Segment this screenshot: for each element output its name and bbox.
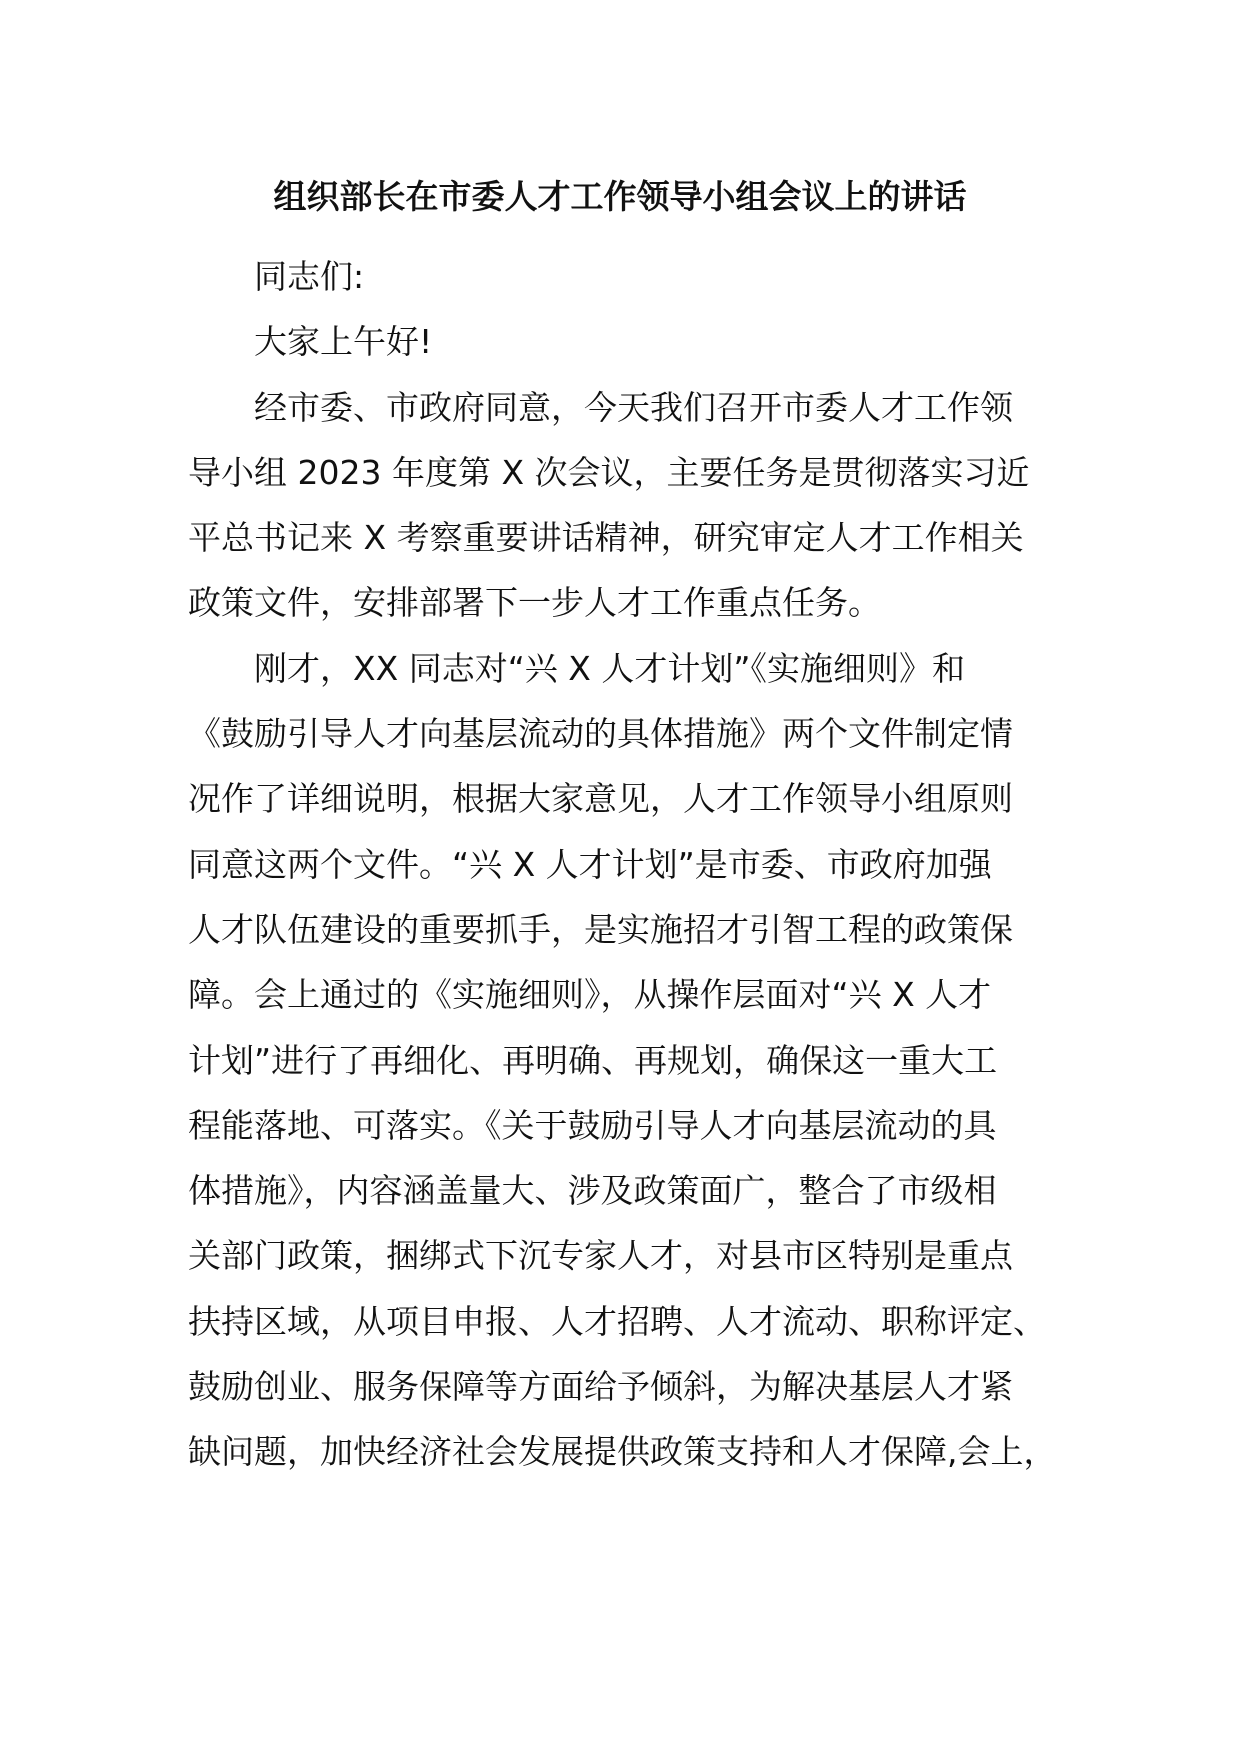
paragraph-line: 经市委、市政府同意，今天我们召开市委人才工作领	[254, 387, 1013, 427]
paragraph-1	[188, 375, 1068, 636]
paragraph-line: 程能落地、可落实。《关于鼓励引导人才向基层流动的具	[188, 1105, 997, 1145]
paragraph-line: 同意这两个文件。“兴 X 人才计划”是市委、市政府加强	[188, 844, 992, 884]
paragraph-line: 鼓励创业、服务保障等方面给予倾斜，为解决基层人才紧	[188, 1367, 1013, 1407]
document-title: 组织部长在市委人才工作领导小组会议上的讲话	[273, 177, 967, 216]
paragraph-line: 况作了详细说明，根据大家意见，人才工作领导小组原则	[188, 779, 1013, 819]
document-body	[188, 244, 1068, 1485]
paragraph-line: 《鼓励引导人才向基层流动的具体措施》两个文件制定情	[188, 714, 1013, 754]
paragraph-line: 政策文件，安排部署下一步人才工作重点任务。	[188, 583, 881, 623]
paragraph-line: 障。会上通过的《实施细则》，从操作层面对“兴 X 人才	[188, 975, 992, 1015]
paragraph-line: 缺问题，加快经济社会发展提供政策支持和人才保障,会上，	[188, 1432, 1057, 1472]
salutation: 同志们:	[254, 257, 365, 296]
paragraph-line: 体措施》，内容涵盖量大、涉及政策面广，整合了市级相	[188, 1171, 997, 1211]
paragraph-line: 扶持区域，从项目申报、人才招聘、人才流动、职称评定、	[188, 1301, 1046, 1341]
paragraph-2	[188, 636, 1068, 1485]
paragraph-line: 平总书记来 X 考察重要讲话精神，研究审定人才工作相关	[188, 518, 1024, 558]
paragraph-line: 关部门政策，捆绑式下沉专家人才，对县市区特别是重点	[188, 1236, 1013, 1276]
greeting: 大家上午好!	[254, 322, 433, 362]
paragraph-line: 刚才，XX 同志对“兴 X 人才计划”《实施细则》和	[254, 648, 965, 688]
paragraph-line: 人才队伍建设的重要抓手，是实施招才引智工程的政策保	[188, 909, 1013, 949]
paragraph-line: 导小组 2023 年度第 X 次会议，主要任务是贯彻落实习近	[188, 452, 1030, 492]
paragraph-line: 计划”进行了再细化、再明确、再规划，确保这一重大工	[188, 1040, 998, 1080]
